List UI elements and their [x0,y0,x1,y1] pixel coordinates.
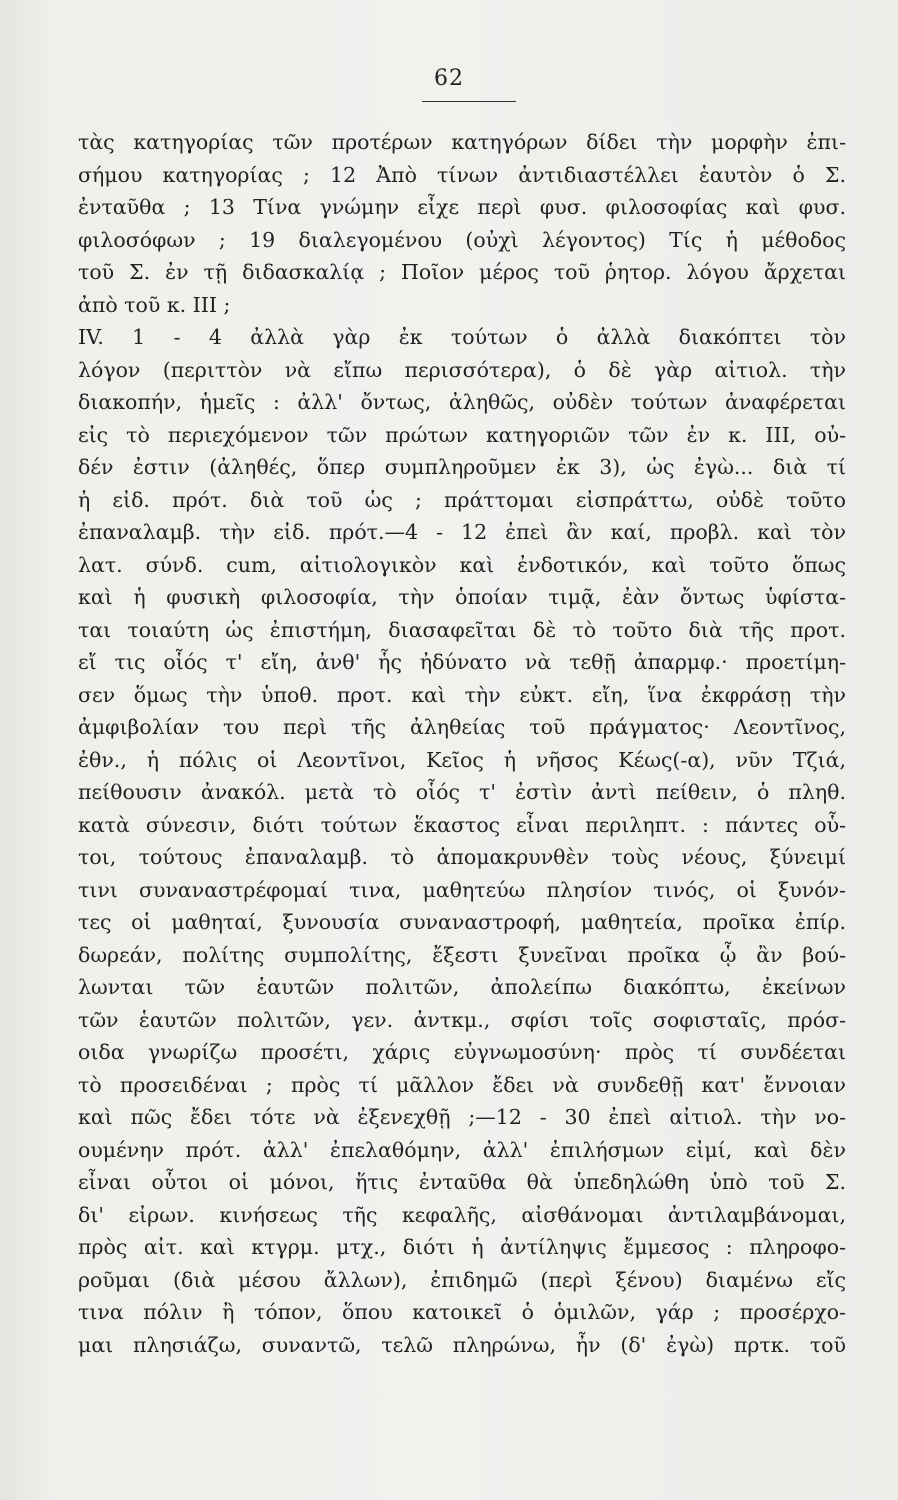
text-line: καὶ ἡ φυσικὴ φιλοσοφία, τὴν ὁποίαν τιμᾷ, ἐὰν ὄντως ὑφίστα- [78,585,846,609]
page-number-rule [422,101,516,102]
text-line: ἀμφιβολίαν του περὶ τῆς ἀληθείας τοῦ πράγματος· Λεοντῖνος, [78,715,846,739]
text-line: φιλοσόφων ; 19 διαλεγομένου (οὐχὶ λέγοντος) Τίς ἡ μέθοδος [78,227,846,252]
text-line: ται τοιαύτη ὡς ἐπιστήμη, διασαφεῖται δὲ τὸ τοῦτο διὰ τῆς προτ. [78,617,846,642]
text-line: μαι πλησιάζω, συναντῶ, τελῶ πληρώνω, ἦν (δ' ἐγὼ) πρτκ. τοῦ [78,1332,846,1357]
text-line: εἶναι οὗτοι οἱ μόνοι, ἥτις ἐνταῦθα θὰ ὑπεδηλώθη ὑπὸ τοῦ Σ. [78,1170,846,1194]
text-line: κατὰ σύνεσιν, διότι τούτων ἕκαστος εἶναι περιληπτ. : πάντες οὗ- [78,812,846,837]
text-line: τινα πόλιν ἢ τόπον, ὅπου κατοικεῖ ὁ ὁμιλῶν, γάρ ; προσέρχο- [78,1300,846,1324]
text-line: τὰς κατηγορίας τῶν προτέρων κατηγόρων δίδει τὴν μορφὴν ἐπι- [78,130,846,154]
text-line: λόγον (περιττὸν νὰ εἴπω περισσότερα), ὁ δὲ γὰρ αἰτιολ. τὴν [78,357,846,382]
text-line: καὶ πῶς ἔδει τότε νὰ ἐξενεχθῇ ;—12 - 30 ἐπεὶ αἰτιολ. τὴν νο- [78,1105,846,1129]
page-number: 62 [434,66,464,91]
text-line: λατ. σύνδ. cum, αἰτιολογικὸν καὶ ἐνδοτικόν, καὶ τοῦτο ὅπως [78,552,846,577]
text-line: τες οἱ μαθηταί, ξυνουσία συναναστροφή, μαθητεία, προῖκα ἐπίρ. [78,910,846,934]
text-line: τὸ προσειδέναι ; πρὸς τί μᾶλλον ἔδει νὰ συνδεθῇ κατ' ἔννοιαν [78,1072,846,1097]
text-line: σεν ὅμως τὴν ὑποθ. προτ. καὶ τὴν εὐκτ. εἴη, ἵνα ἐκφράσῃ τὴν [78,682,846,707]
text-line: ἐπαναλαμβ. τὴν εἰδ. πρότ.—4 - 12 ἐπεὶ ἂν καί, προβλ. καὶ τὸν [78,520,846,544]
text-line: λωνται τῶν ἑαυτῶν πολιτῶν, ἀπολείπω διακόπτω, ἐκείνων [78,975,846,999]
text-line: πείθουσιν ἀνακόλ. μετὰ τὸ οἷός τ' ἐστὶν ἀντὶ πείθειν, ὁ πληθ. [78,780,846,804]
text-line: διακοπήν, ἡμεῖς : ἀλλ' ὄντως, ἀληθῶς, οὐδὲν τούτων ἀναφέρεται [78,390,846,414]
text-line: δέν ἐστιν (ἀληθές, ὅπερ συμπληροῦμεν ἐκ 3), ὡς ἐγὼ... διὰ τί [78,455,846,479]
text-line: τινι συναναστρέφομαί τινα, μαθητεύω πλησίον τινός, οἱ ξυνόν- [78,877,846,902]
text-line: σήμου κατηγορίας ; 12 Ἀπὸ τίνων ἀντιδιαστέλλει ἑαυτὸν ὁ Σ. [78,162,846,187]
text-line: εἴ τις οἷός τ' εἴη, ἀνθ' ἧς ἠδύνατο νὰ τεθῇ ἀπαρμφ.· προετίμη- [78,650,846,674]
text-line: οιδα γνωρίζω προσέτι, χάρις εὐγνωμοσύνη· πρὸς τί συνδέεται [78,1040,846,1064]
text-line: ροῦμαι (διὰ μέσου ἄλλων), ἐπιδημῶ (περὶ ξένου) διαμένω εἴς [78,1267,846,1292]
text-line: ἐθν., ἡ πόλις οἱ Λεοντῖνοι, Κεῖος ἡ νῆσος Κέως(-α), νῦν Τζιά, [78,747,846,772]
text-line: ἡ εἰδ. πρότ. διὰ τοῦ ὡς ; πράττομαι εἰσπράττω, οὐδὲ τοῦτο [78,487,846,512]
text-line: πρὸς αἰτ. καὶ κτγρμ. μτχ., διότι ἡ ἀντίληψις ἔμμεσος : πληροφο- [78,1235,846,1259]
text-line: δι' εἰρων. κινήσεως τῆς κεφαλῆς, αἰσθάνομαι ἀντιλαμβάνομαι, [78,1202,846,1227]
text-line: δωρεάν, πολίτης συμπολίτης, ἔξεστι ξυνεῖναι προῖκα ᾧ ἂν βού- [78,942,846,967]
text-line: εἰς τὸ περιεχόμενον τῶν πρώτων κατηγοριῶν τῶν ἐν κ. ΙΙΙ, οὐ- [78,422,846,447]
body-text [78,126,846,1361]
text-line: ΙV. 1 - 4 ἀλλὰ γὰρ ἐκ τούτων ὁ ἀλλὰ διακόπτει τὸν [78,325,846,349]
text-line: τοι, τούτους ἐπαναλαμβ. τὸ ἀπομακρυνθὲν τοὺς νέους, ξύνειμί [78,845,846,869]
text-line: τῶν ἑαυτῶν πολιτῶν, γεν. ἀντκμ., σφίσι τοῖς σοφισταῖς, πρόσ- [78,1007,846,1032]
text-line: ουμένην πρότ. ἀλλ' ἐπελαθόμην, ἀλλ' ἐπιλήσμων εἰμί, καὶ δὲν [78,1137,846,1162]
text-line: ἐνταῦθα ; 13 Τίνα γνώμην εἶχε περὶ φυσ. φιλοσοφίας καὶ φυσ. [78,195,846,219]
text-line: ἀπὸ τοῦ κ. ΙΙΙ ; [78,292,231,317]
text-line: τοῦ Σ. ἐν τῇ διδασκαλίᾳ ; Ποῖον μέρος τοῦ ῥητορ. λόγου ἄρχεται [78,260,846,284]
